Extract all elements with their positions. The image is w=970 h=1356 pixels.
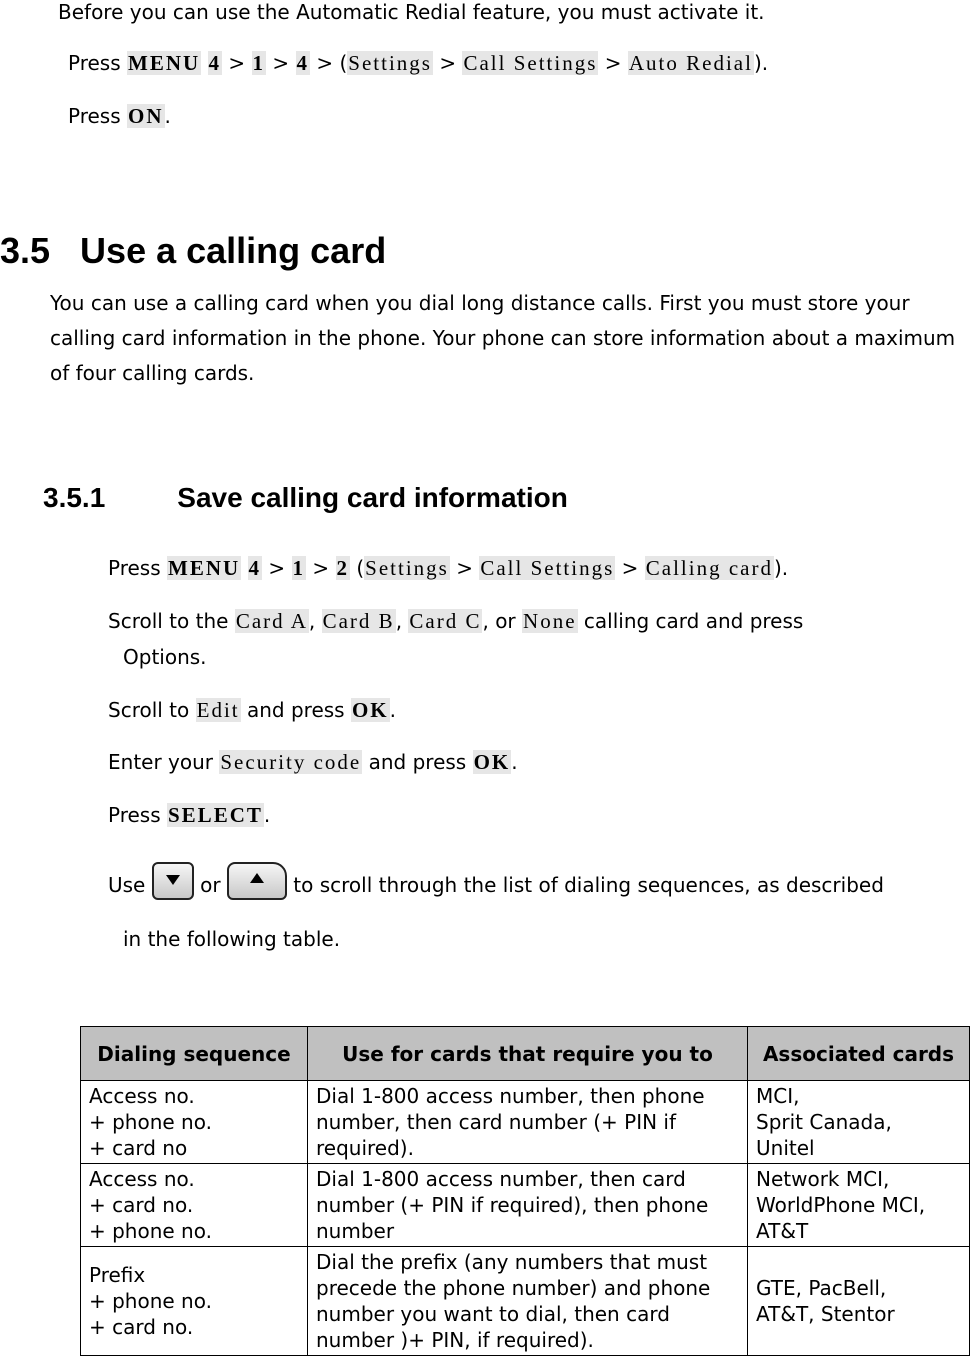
ok-key: OK [473,750,511,774]
table-cell: Access no. + card no. + phone no. [81,1164,308,1247]
subsection-heading [43,482,568,514]
step-3: Scroll to Edit and press OK. [108,698,396,722]
settings-label: Settings [365,556,449,580]
key-4: 4 [296,51,309,75]
table-cell: GTE, PacBell, AT&T, Stentor [748,1247,970,1356]
table-header-row [81,1027,970,1081]
ok-key: OK [351,698,389,722]
edit-label: Edit [196,698,240,722]
step-1: Press MENU 4 > 1 > 2 (Settings > Call Settings > Calling card). [108,556,789,580]
card-c-label: Card C [409,609,482,633]
select-key: SELECT [168,803,263,827]
calling-card-label: Calling card [645,556,773,580]
menu-key: MENU [168,556,241,580]
key-4: 4 [248,556,262,580]
down-arrow-key-icon [152,862,194,900]
none-label: None [523,609,577,633]
key-1: 1 [252,51,266,75]
step-2-line2: Options. [123,645,207,669]
settings-label: Settings [348,51,432,75]
step-5: Press SELECT. [108,803,271,827]
step-6: Use or to scroll through the list of dialing sequences, as described [108,862,884,900]
call-settings-label: Call Settings [463,51,598,75]
header-dialing-sequence: Dialing sequence [81,1027,308,1081]
card-b-label: Card B [322,609,395,633]
table-cell: Prefix + phone no. + card no. [81,1247,308,1356]
menu-key: MENU [128,51,201,75]
redial-step-on: Press ON. [68,104,171,128]
section-number: 3.5 [0,230,51,271]
table-cell: MCI, Sprit Canada, Unitel [748,1081,970,1164]
call-settings-label: Call Settings [480,556,615,580]
dialing-sequence-table [80,1026,970,1356]
table-cell: Access no. + phone no. + card no [81,1081,308,1164]
header-use-for: Use for cards that require you to [308,1027,748,1081]
subsection-number: 3.5.1 [43,482,106,513]
table-cell: Dial 1-800 access number, then card number (+ PIN if required), then phone number [308,1164,748,1247]
auto-redial-label: Auto Redial [628,51,753,75]
step-2: Scroll to the Card A, Card B, Card C, or None calling card and press [108,609,804,633]
section-body: You can use a calling card when you dial long distance calls. First you must store your calling card information in the phone. Your phone can store information about a maximum of four calling cards. [50,291,956,385]
security-code-label: Security code [220,750,362,774]
redial-intro: Before you can use the Automatic Redial feature, you must activate it. [58,0,765,24]
table-cell: Dial the prefix (any numbers that must precede the phone number) and phone number you want to dial, then card number )+ PIN, if required). [308,1247,748,1356]
table-row [81,1247,970,1356]
up-arrow-key-icon [227,862,287,900]
key-2: 2 [336,556,349,580]
redial-step-menu: Press MENU 4 > 1 > 4 > (Settings > Call Settings > Auto Redial). [68,51,769,75]
key-4: 4 [208,51,222,75]
table-cell: Network MCI, WorldPhone MCI, AT&T [748,1164,970,1247]
card-a-label: Card A [235,609,308,633]
table-row [81,1081,970,1164]
subsection-title: Save calling card information [177,482,568,513]
on-key: ON [128,104,164,128]
section-title: Use a calling card [80,230,387,271]
table-cell: Dial 1-800 access number, then phone number, then card number (+ PIN if required). [308,1081,748,1164]
table-row [81,1164,970,1247]
header-associated-cards: Associated cards [748,1027,970,1081]
section-heading [0,230,386,272]
step-4: Enter your Security code and press OK. [108,750,518,774]
key-1: 1 [292,556,306,580]
step-6-line2: in the following table. [123,927,341,951]
